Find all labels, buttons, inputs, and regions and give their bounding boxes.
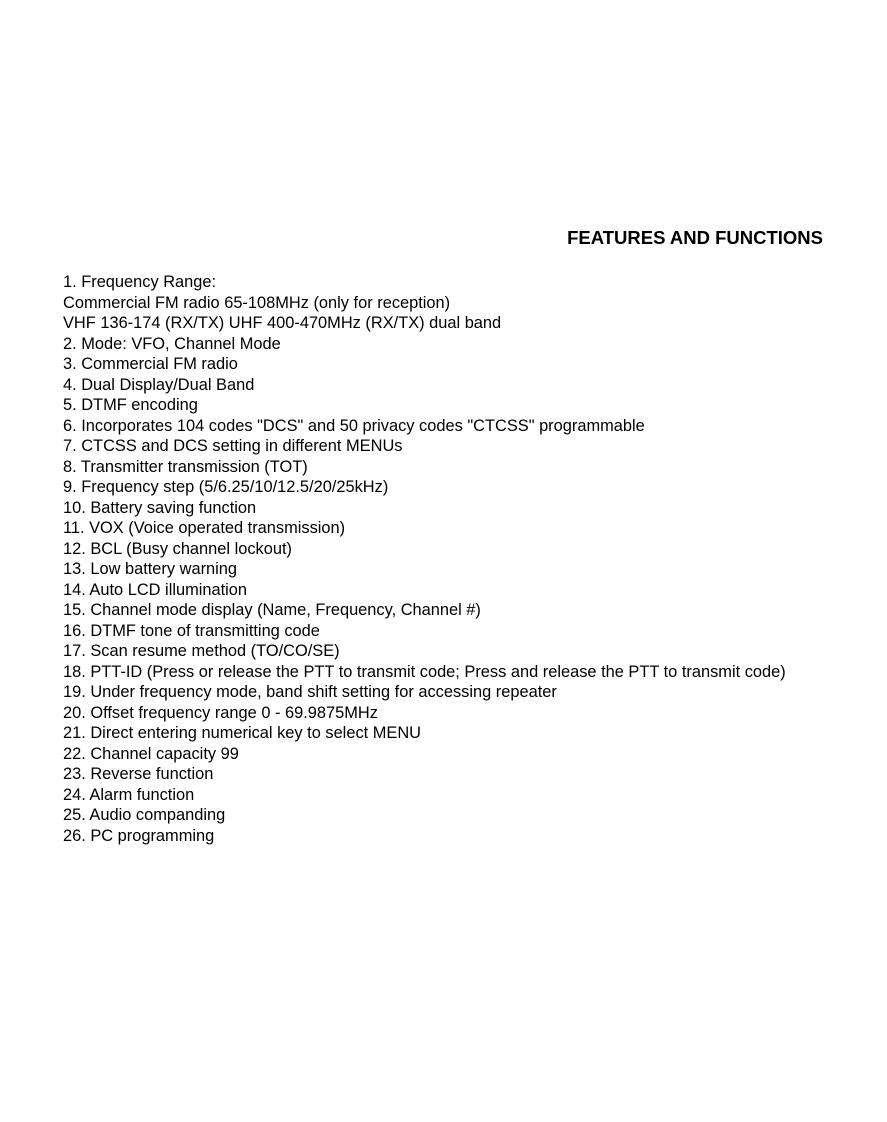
- feature-line: 3. Commercial FM radio: [63, 355, 238, 373]
- feature-line: 20. Offset frequency range 0 - 69.9875MHz: [63, 703, 378, 722]
- feature-line: 22. Channel capacity 99: [63, 744, 239, 763]
- feature-line: 6. Incorporates 104 codes "DCS" and 50 privacy codes "CTCSS" programmable: [63, 416, 645, 435]
- feature-line: Commercial FM radio 65-108MHz (only for reception): [63, 293, 451, 312]
- feature-line: 17. Scan resume method (TO/CO/SE): [63, 642, 340, 660]
- feature-line: VHF 136-174 (RX/TX) UHF 400-470MHz (RX/TX) dual band: [63, 314, 502, 332]
- feature-line: 15. Channel mode display (Name, Frequency, Channel #): [63, 601, 481, 619]
- feature-line: 2. Mode: VFO, Channel Mode: [63, 334, 281, 353]
- feature-line: 1. Frequency Range:: [63, 273, 217, 291]
- feature-line: 16. DTMF tone of transmitting code: [63, 621, 320, 640]
- feature-line: 10. Battery saving function: [63, 498, 257, 517]
- feature-line: 21. Direct entering numerical key to select MENU: [63, 724, 422, 742]
- feature-line: 26. PC programming: [63, 826, 215, 845]
- feature-line: 8. Transmitter transmission (TOT): [63, 457, 308, 476]
- feature-line: 24. Alarm function: [63, 785, 195, 804]
- feature-line: 18. PTT-ID (Press or release the PTT to transmit code; Press and release the PTT to transmit code): [63, 662, 786, 681]
- feature-list: [63, 272, 823, 846]
- feature-line: 5. DTMF encoding: [63, 396, 198, 414]
- feature-line: 25. Audio companding: [63, 806, 226, 824]
- feature-line: 23. Reverse function: [63, 765, 214, 783]
- feature-line: 13. Low battery warning: [63, 560, 238, 578]
- feature-line: 9. Frequency step (5/6.25/10/12.5/20/25kHz): [63, 478, 389, 496]
- feature-line: 7. CTCSS and DCS setting in different MENUs: [63, 437, 403, 455]
- feature-line: 12. BCL (Busy channel lockout): [63, 539, 292, 558]
- feature-line: 11. VOX (Voice operated transmission): [63, 519, 346, 537]
- feature-line: 4. Dual Display/Dual Band: [63, 375, 255, 394]
- feature-line: 14. Auto LCD illumination: [63, 580, 248, 599]
- feature-line: 19. Under frequency mode, band shift setting for accessing repeater: [63, 683, 557, 701]
- page-title: FEATURES AND FUNCTIONS: [567, 227, 823, 248]
